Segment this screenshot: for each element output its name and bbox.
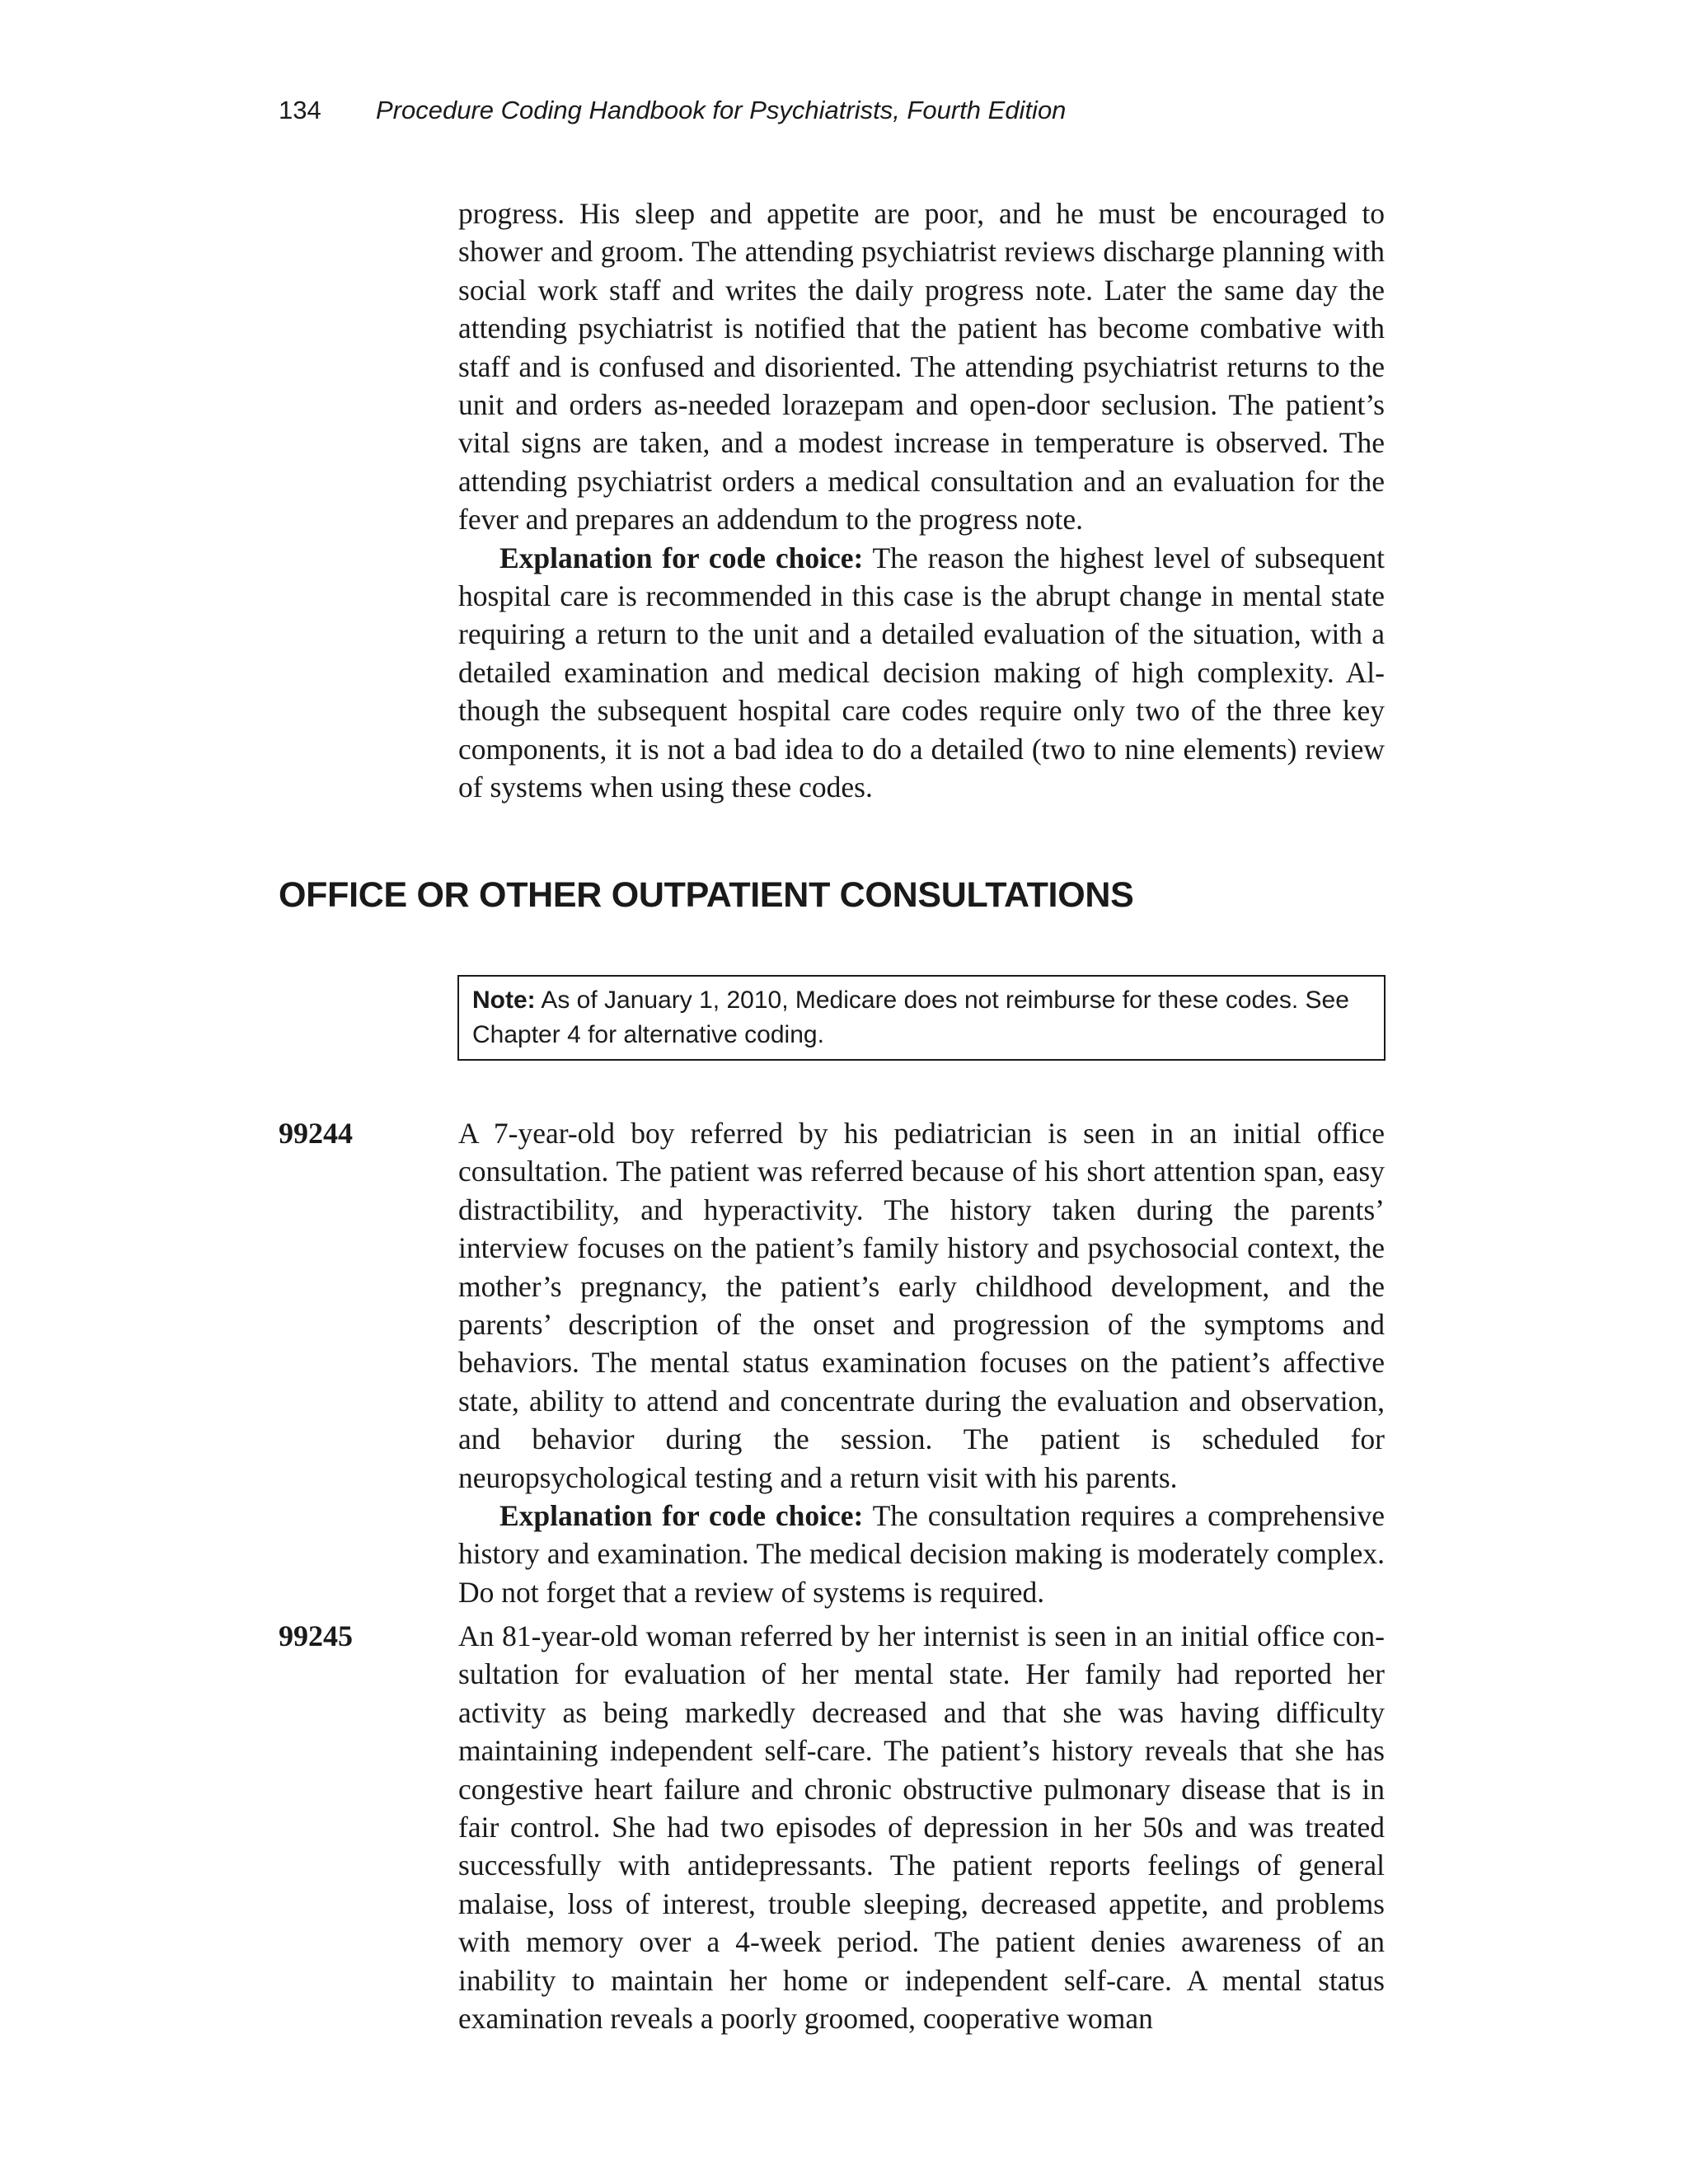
procedure-entry — [458, 1114, 1385, 1611]
case-paragraph: A 7-year-old boy referred by his pediatrician is seen in an initial office consultation. The patient was referred because of his short attention span, easy distractibility, and hyperactivity. The history taken during the parents’ interview focuses on the patient’s family history and psychosocial context, the mother’s pregnancy, the patient’s early childhood development, and the parents’ description of the onset and progression of the symptoms and behaviors. The mental status examination focuses on the patient’s affective state, ability to attend and concentrate during the evaluation and observation, and behavior during the session. The patient is scheduled for neuropsychological testing and a return visit with his parents. — [458, 1117, 1385, 1494]
procedure-code: 99245 — [279, 1619, 353, 1652]
note-box — [457, 975, 1386, 1061]
explanation-lead: Explanation for code choice: — [499, 1499, 864, 1533]
explanation-paragraph — [458, 539, 1385, 807]
explanation-text: The consultation requires a comprehensive history and examination. The medical decision making is moderately complex. Do not forget that a review of systems is required. — [458, 1499, 1386, 1609]
procedure-code: 99244 — [279, 1117, 353, 1150]
explanation-text: The reason the highest level of subsequent hospital care is recommended in this case is the abrupt change in mental state requiring a return to the unit and a detailed evaluation of the situation, with a detailed examination and medical decision making of high complexity. Although the subsequent hospital care codes require only two of the three key components, it is not a bad idea to do a detailed (two to nine elements) review of systems when using these codes. — [458, 541, 1385, 804]
explanation-lead: Explanation for code choice: — [499, 541, 864, 574]
explanation-paragraph — [458, 1497, 1385, 1611]
section-heading: OFFICE OR OTHER OUTPATIENT CONSULTATIONS — [279, 875, 1134, 915]
continuation-block — [458, 194, 1385, 807]
running-head — [279, 96, 1432, 125]
procedure-entry — [458, 1617, 1385, 2037]
book-title: Procedure Coding Handbook for Psychiatrists, Fourth Edition — [376, 96, 1067, 124]
page-number: 134 — [279, 96, 321, 124]
case-paragraph: An 81-year-old woman referred by her internist is seen in an initial office consultation for evaluation of her mental state. Her family had reported her activity as being markedly decreased and that she was having difficulty maintaining independent self-care. The patient’s history reveals that she has congestive heart failure and chronic obstructive pulmonary disease that is in fair control. She had two episodes of depression in her 50s and was treated successfully with antidepressants. The patient reports feelings of general malaise, loss of interest, trouble sleeping, decreased appetite, and problems with memory over a 4-week period. The patient denies awareness of an inability to maintain her home or independent self-care. A mental status examination reveals a poorly groomed, cooperative woman — [458, 1619, 1385, 2036]
note-text: As of January 1, 2010, Medicare does not reimburse for these codes. See Chapter 4 for alternative coding. — [472, 987, 1349, 1048]
note-label: Note: — [472, 987, 536, 1014]
continuation-paragraph: progress. His sleep and appetite are poor, and he must be encouraged to shower and groom. The attending psychiatrist reviews discharge planning with social work staff and writes the daily progress note. Later the same day the attending psychiatrist is notified that the patient has become combative with staff and is confused and disoriented. The attending psychiatrist returns to the unit and orders as-needed lorazepam and open-door seclusion. The patient’s vital signs are taken, and a modest increase in temperature is observed. The attending psychiatrist orders a medical consultation and an evaluation for the fever and prepares an addendum to the progress note. — [458, 197, 1385, 537]
